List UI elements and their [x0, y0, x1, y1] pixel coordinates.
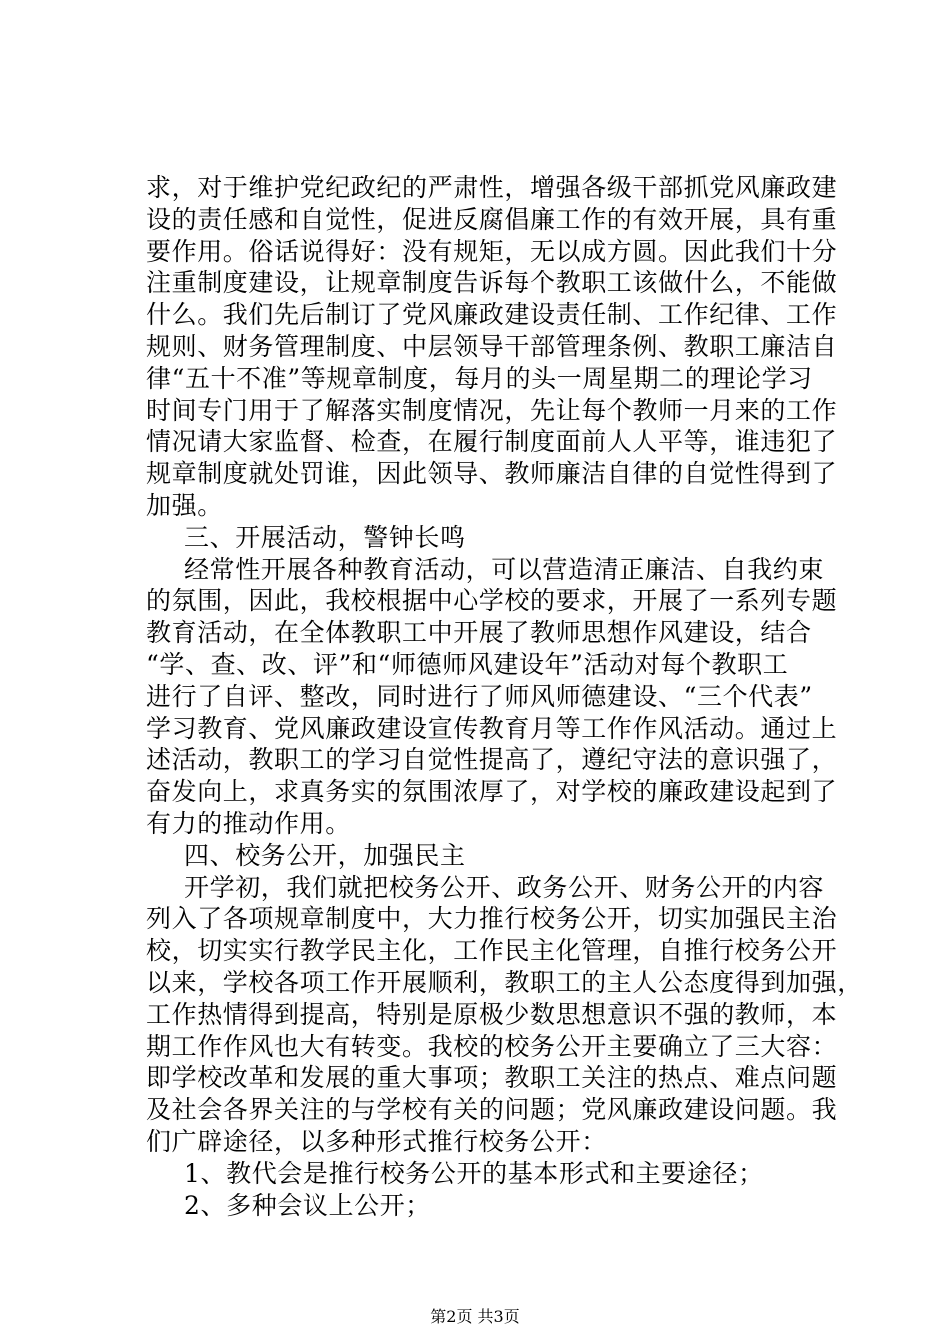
text-line: 设的责任感和自觉性，促进反腐倡廉工作的有效开展，具有重 [146, 204, 838, 234]
text-line: 四、校务公开，加强民主 [184, 840, 466, 870]
text-line: 注重制度建设，让规章制度告诉每个教职工该做什么，不能做 [146, 268, 838, 298]
text-line: 加强。 [146, 490, 223, 520]
text-line: 经常性开展各种教育活动，可以营造清正廉洁、自我约束 [184, 554, 825, 584]
text-line: 2、多种会议上公开； [184, 1190, 431, 1220]
text-line: 校，切实实行教学民主化，工作民主化管理，自推行校务公开 [146, 936, 838, 966]
text-line: 奋发向上，求真务实的氛围浓厚了，对学校的廉政建设起到了 [146, 777, 838, 807]
text-line: 求，对于维护党纪政纪的严肃性，增强各级干部抓党风廉政建 [146, 173, 838, 202]
text-line: 情况请大家监督、检查，在履行制度面前人人平等，谁违犯了 [146, 427, 838, 457]
text-line: 1、教代会是推行校务公开的基本形式和主要途径； [184, 1158, 764, 1188]
text-line: 有力的推动作用。 [146, 808, 351, 838]
text-line: 及社会各界关注的与学校有关的问题；党风廉政建设问题。我 [146, 1095, 838, 1125]
text-line: 以来，学校各项工作开展顺利，教职工的主人公态度得到加强， [146, 967, 863, 997]
text-line: 述活动，教职工的学习自觉性提高了，遵纪守法的意识强了， [146, 745, 838, 775]
text-line: 们广辟途径，以多种形式推行校务公开： [146, 1126, 607, 1156]
text-line: 进行了自评、整改，同时进行了师风师德建设、“三个代表” [146, 681, 813, 711]
text-line: 学习教育、党风廉政建设宣传教育月等工作作风活动。通过上 [146, 713, 838, 743]
text-line: 列入了各项规章制度中，大力推行校务公开，切实加强民主治 [146, 904, 838, 934]
text-line: 规章制度就处罚谁，因此领导、教师廉洁自律的自觉性得到了 [146, 459, 838, 489]
text-line: 规则、财务管理制度、中层领导干部管理条例、教职工廉洁自 [146, 331, 838, 361]
text-line: 即学校改革和发展的重大事项；教职工关注的热点、难点问题 [146, 1063, 838, 1093]
document-body [146, 172, 863, 1221]
text-line: 什么。我们先后制订了党风廉政建设责任制、工作纪律、工作 [146, 300, 838, 330]
text-line: 教育活动，在全体教职工中开展了教师思想作风建设，结合 [146, 618, 812, 648]
text-line: 期工作作风也大有转变。我校的校务公开主要确立了三大容： [146, 1031, 838, 1061]
text-line: 律“五十不准”等规章制度，每月的头一周星期二的理论学习 [146, 363, 813, 393]
page-footer: 第2页 共3页 [430, 1307, 520, 1326]
text-line: 三、开展活动，警钟长鸣 [184, 522, 466, 552]
text-line: 时间专门用于了解落实制度情况，先让每个教师一月来的工作 [146, 395, 838, 425]
text-line: 工作热情得到提高，特别是原极少数思想意识不强的教师，本 [146, 999, 838, 1029]
text-line: 的氛围，因此，我校根据中心学校的要求，开展了一系列专题 [146, 586, 838, 616]
text-line: 开学初，我们就把校务公开、政务公开、财务公开的内容 [184, 872, 825, 902]
text-line: “学、查、改、评”和“师德师风建设年”活动对每个教职工 [146, 649, 789, 679]
text-line: 要作用。俗话说得好：没有规矩，无以成方圆。因此我们十分 [146, 236, 838, 266]
